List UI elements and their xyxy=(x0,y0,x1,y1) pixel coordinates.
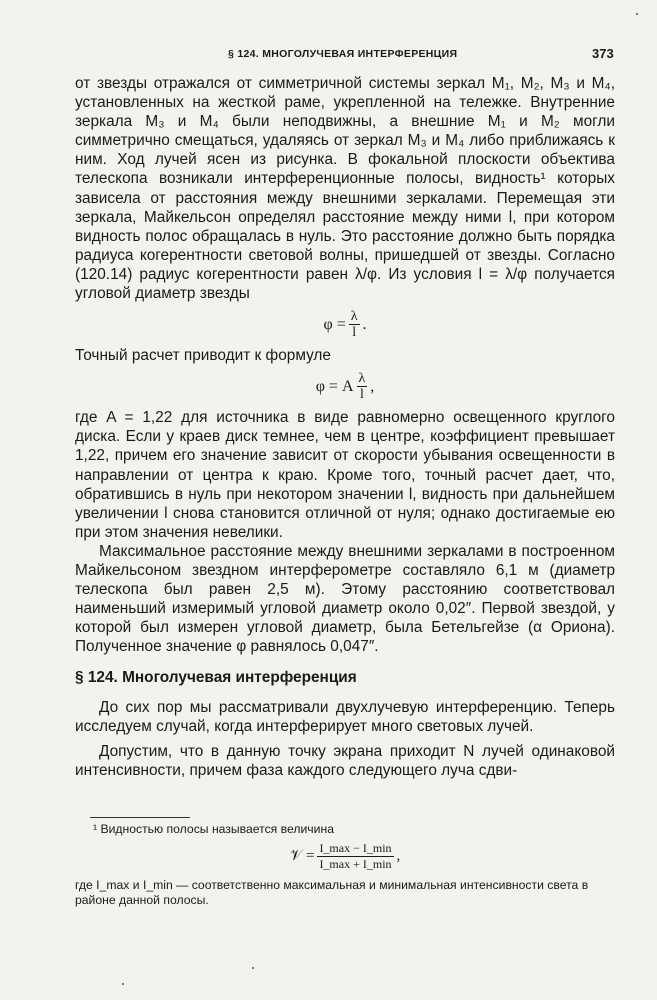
fraction-numerator: I_max − I_min xyxy=(319,841,392,855)
footnote-formula xyxy=(75,841,615,872)
paragraph-4: Максимальное расстояние между внешними зеркалами в построенном Майкельсоном звездном интерферометре составляло 6,1 м (диаметр телескопа был равен 2,5 м). Этому расстоянию соответствовал наименьший измеримый угловой диаметр около 0,02″. Первой звездой, у которой был измерен угловой диаметр, была Бетельгейзе (α Ориона). Полученное значение φ равнялось 0,047″. xyxy=(75,542,615,656)
fraction xyxy=(317,841,393,872)
fraction-denominator: l xyxy=(359,387,364,403)
formula-end: , xyxy=(396,848,401,864)
formula-angular-diameter xyxy=(75,309,615,340)
formula-exact xyxy=(75,371,615,402)
scan-speck xyxy=(122,983,124,985)
footnote xyxy=(75,822,615,908)
paragraph-3: где A = 1,22 для источника в виде равномерно освещенного круглого диска. Если у краев диск темнее, чем в центре, коэффициент превышает 1,22, причем его значение зависит от скорости убывания освещенности в направлении от центра к краю. Кроме того, точный расчет дает, что, обратившись в нуль при некотором значении l, видность при дальнейшем увеличении l снова становится отличной от нуля; однако достигаемые ею при этом значения невелики. xyxy=(75,409,615,541)
footnote-intro: Видностью полосы называется величина xyxy=(100,822,334,836)
fraction-denominator: l xyxy=(352,325,357,341)
formula-lhs: 𝒱 = xyxy=(289,848,315,864)
formula-end: . xyxy=(362,316,367,334)
page-body xyxy=(75,74,615,780)
formula-lhs: φ = A xyxy=(315,378,354,396)
footnote-rule xyxy=(90,817,190,818)
paragraph-5: До сих пор мы рассматривали двухлучевую интерференцию. Теперь исследуем случай, когда интерферирует много световых лучей. xyxy=(75,698,615,735)
scan-speck xyxy=(636,13,638,15)
fraction xyxy=(357,371,368,402)
fraction-numerator: λ xyxy=(350,309,358,325)
fraction-numerator: λ xyxy=(358,371,366,387)
footnote-marker: ¹ xyxy=(93,822,98,836)
section-heading: § 124. Многолучевая интерференция xyxy=(75,669,357,687)
formula-lhs: φ = xyxy=(323,316,346,334)
paragraph-1: от звезды отражался от симметричной системы зеркал M₁, M₂, M₃ и M₄, установленных на жесткой раме, укрепленной на тележке. Внутренние зеркала M₃ и M₄ были неподвижны, а внешние M₁ и M₂ могли симметрично смещаться, удаляясь от зеркал M₃ и M₄ либо приближаясь к ним. Ход лучей ясен из рисунка. В фокальной плоскости объектива телескопа возникали интерференционные полосы, видность¹ которых зависела от расстояния между внешними зеркалами. Перемещая эти зеркала, Майкельсон определял расстояние между ними l, при котором видность полос обращалась в нуль. Это расстояние должно быть порядка радиуса когерентности световой волны, пришедшей от звезды. Согласно (120.14) радиус когерентности равен λ/φ. Из условия l = λ/φ получается угловой диаметр звезды xyxy=(75,75,615,303)
fraction xyxy=(349,309,360,340)
formula-end: , xyxy=(370,378,375,396)
footnote-tail: где I_max и I_min — соответственно максимальная и минимальная интенсивности света в районе данной полосы. xyxy=(75,878,589,907)
page-number: 373 xyxy=(592,46,614,61)
paragraph-6: Допустим, что в данную точку экрана приходит N лучей одинаковой интенсивности, причем фаза каждого следующего луча сдви- xyxy=(75,742,615,779)
fraction-denominator: I_max + I_min xyxy=(319,857,392,871)
paragraph-2: Точный расчет приводит к формуле xyxy=(75,347,331,365)
scan-speck xyxy=(252,967,254,969)
running-head: § 124. МНОГОЛУЧЕВАЯ ИНТЕРФЕРЕНЦИЯ xyxy=(228,48,458,60)
